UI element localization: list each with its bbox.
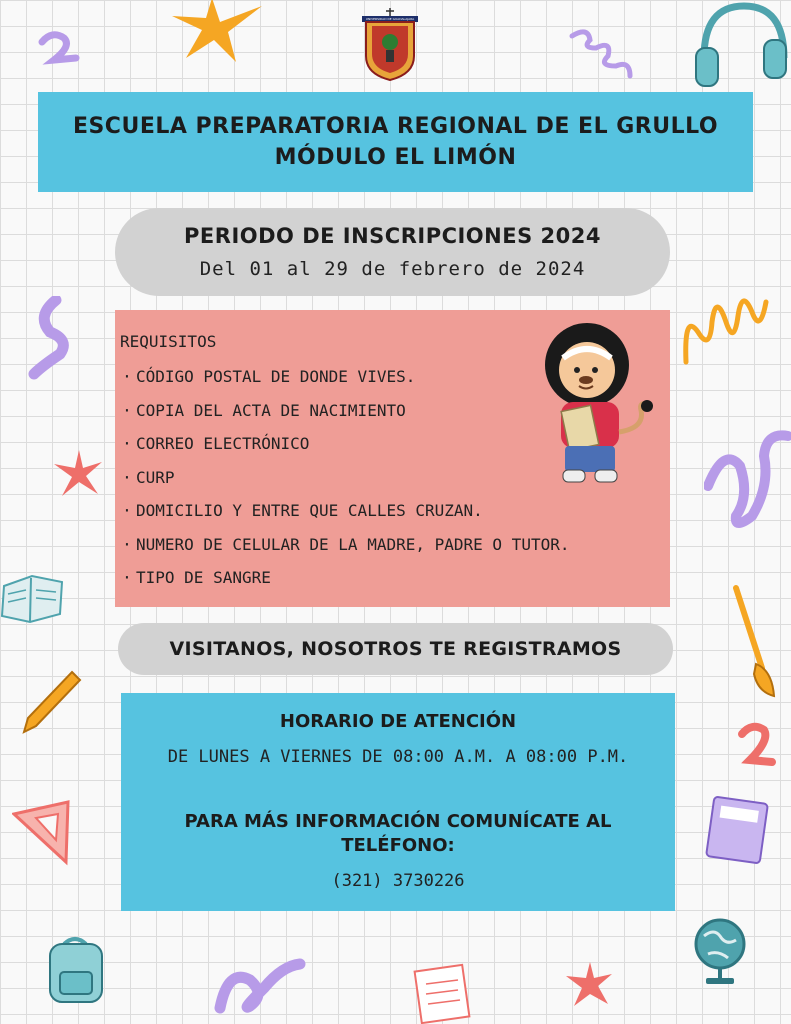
spring-squiggle-icon [680,282,770,386]
list-item [118,394,569,428]
requirement-text: NUMERO DE CELULAR DE LA MADRE, PADRE O TUTOR. [136,534,570,554]
pencil-icon [22,668,82,738]
crest-text: UNIVERSIDAD DE GUADALAJARA [365,17,415,21]
bullet: · [122,501,132,520]
requirement-text: TIPO DE SANGRE [136,568,271,587]
notebook-icon [412,962,472,1024]
globe-icon [690,914,750,992]
paintbrush-icon [728,584,780,704]
bullet: · [122,367,132,386]
bullet: · [122,434,132,453]
open-book-icon [0,566,66,630]
list-item [118,461,569,495]
number-two-icon [736,722,776,778]
requirements-list [118,360,569,595]
requirement-text: CORREO ELECTRÓNICO [136,434,310,453]
info-text-line1: PARA MÁS INFORMACIÓN COMUNÍCATE AL [184,811,612,832]
lion-mascot-icon [535,320,655,495]
spring-squiggle-icon [26,296,82,384]
period-dates: Del 01 al 29 de febrero de 2024 [199,258,586,280]
phone-number: (321) 3730226 [331,871,465,891]
triangle-ruler-icon [12,800,72,870]
hours-title: HORARIO DE ATENCIÓN [279,711,517,732]
star-icon [566,962,614,1012]
hours-panel [121,693,675,911]
requirement-text: DOMICILIO Y ENTRE QUE CALLES CRUZAN. [136,501,483,520]
calculator-icon [704,796,770,868]
star-icon [172,0,268,68]
module-name: MÓDULO EL LIMÓN [274,145,517,170]
bullet: · [122,534,132,554]
requirement-text: CÓDIGO POSTAL DE DONDE VIVES. [136,367,416,386]
bullet: · [122,400,132,420]
list-item [118,360,569,394]
bullet: · [122,467,132,487]
number-two-icon [36,30,82,74]
period-title: PERIODO DE INSCRIPCIONES 2024 [184,224,601,248]
spring-squiggle-icon [704,426,791,540]
header-banner [38,92,753,192]
registration-period [115,208,670,296]
headphones-icon [690,0,790,104]
info-text-line2: TELÉFONO: [341,835,455,856]
bullet: · [122,568,132,587]
requirement-text: COPIA DEL ACTA DE NACIMIENTO [136,400,406,420]
visit-banner [118,623,673,675]
spring-squiggle-icon [210,954,306,1024]
list-item [118,494,569,528]
visit-text: VISITANOS, NOSOTROS TE REGISTRAMOS [169,638,622,660]
list-item [118,528,569,562]
spring-squiggle-icon [568,26,638,90]
requirement-text: CURP [136,467,175,487]
list-item [118,561,569,595]
hours-schedule: DE LUNES A VIERNES DE 08:00 A.M. A 08:00 P.M. [167,747,629,767]
backpack-icon [38,934,112,1010]
school-name: ESCUELA PREPARATORIA REGIONAL DE EL GRULLO [72,114,719,139]
university-crest-icon [360,8,420,82]
list-item [118,427,569,461]
star-icon [54,450,104,504]
requirements-heading: REQUISITOS [120,332,217,351]
